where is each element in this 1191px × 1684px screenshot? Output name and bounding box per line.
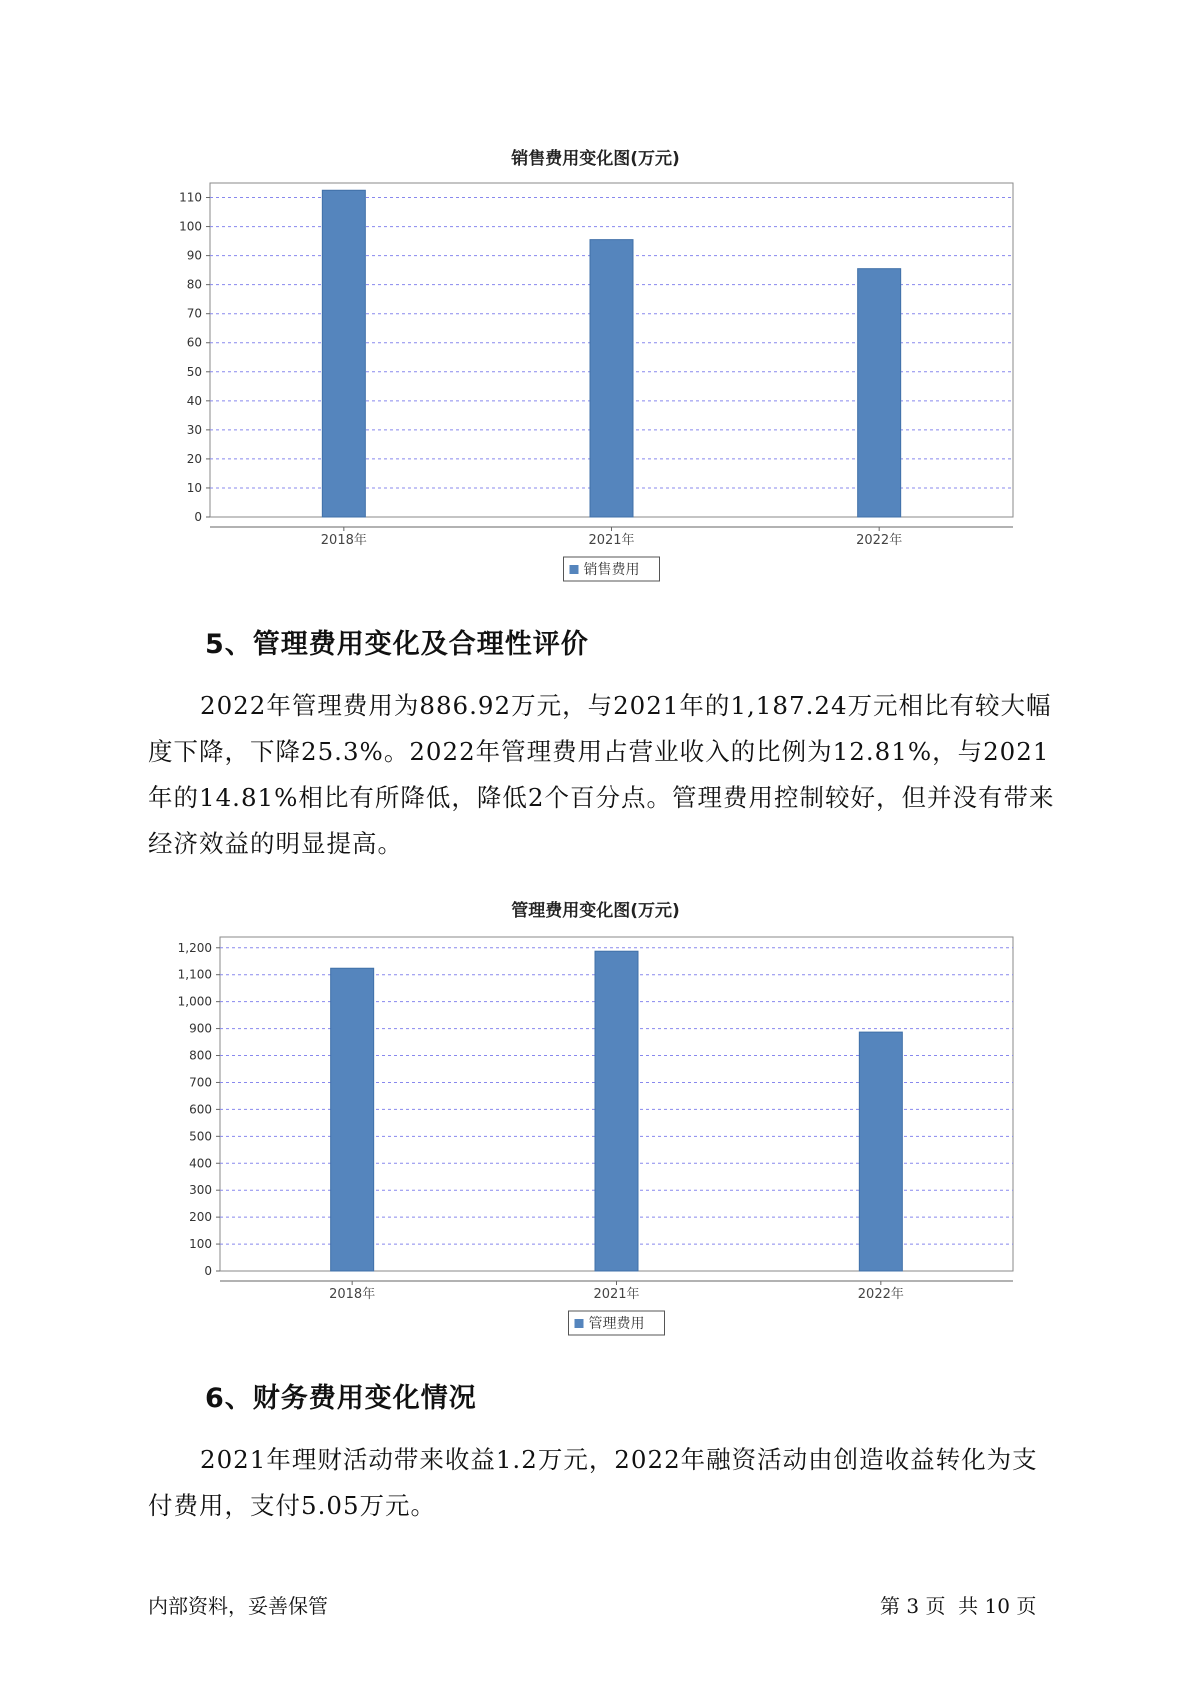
footer-page-number: 第 3 页 共 10 页 (880, 1594, 1037, 1618)
y-tick-label: 700 (189, 1075, 212, 1090)
sales-expense-chart (0, 170, 1191, 590)
x-tick-label: 2018年 (329, 1287, 376, 1302)
y-tick-label: 80 (186, 277, 202, 292)
y-tick-label: 900 (189, 1021, 212, 1036)
legend (569, 1311, 665, 1335)
legend-label: 管理费用 (588, 1316, 645, 1332)
y-tick-label: 500 (189, 1129, 212, 1144)
section5-heading: 5、管理费用变化及合理性评价 (205, 629, 589, 660)
y-tick-label: 800 (189, 1048, 212, 1063)
y-tick-label: 10 (186, 480, 202, 495)
y-tick-label: 50 (186, 364, 202, 379)
y-tick-label: 60 (186, 335, 202, 350)
y-tick-label: 1,200 (177, 940, 212, 955)
bar (590, 240, 633, 517)
y-tick-label: 20 (186, 451, 202, 466)
section6-heading: 6、财务费用变化情况 (205, 1383, 477, 1414)
section5-paragraph: 2022年管理费用为886.92万元，与2021年的1,187.24万元相比有较大幅度下降，下降25.3%。2022年管理费用占营业收入的比例为12.81%，与2021年的14.81%相比有所降低，降低2个百分点。管理费用控制较好，但并没有带来经济效益的明显提高。 (148, 691, 1055, 858)
x-tick-label: 2018年 (320, 533, 367, 548)
bar (858, 269, 901, 517)
y-tick-label: 1,100 (177, 967, 212, 982)
y-tick-label: 600 (189, 1102, 212, 1117)
admin-chart-title: 管理费用变化图(万元) (511, 901, 680, 921)
bar (859, 1032, 902, 1271)
x-tick-label: 2021年 (588, 533, 635, 548)
y-tick-label: 30 (186, 422, 202, 437)
x-tick-label: 2021年 (593, 1287, 640, 1302)
legend-label: 销售费用 (583, 562, 640, 578)
bar (595, 951, 638, 1271)
y-tick-label: 0 (204, 1264, 212, 1278)
legend-swatch (575, 1319, 584, 1328)
sales-chart-title: 销售费用变化图(万元) (511, 149, 680, 169)
y-tick-label: 0 (194, 510, 202, 524)
y-tick-label: 200 (189, 1210, 212, 1225)
y-tick-label: 100 (179, 219, 202, 234)
y-tick-label: 70 (186, 306, 202, 321)
y-tick-label: 110 (179, 190, 202, 205)
y-tick-label: 300 (189, 1183, 212, 1198)
y-tick-label: 90 (186, 248, 202, 263)
bar (322, 190, 365, 517)
y-tick-label: 100 (189, 1237, 212, 1252)
section6-paragraph: 2021年理财活动带来收益1.2万元，2022年融资活动由创造收益转化为支付费用，支付5.05万元。 (148, 1445, 1038, 1520)
legend-swatch (570, 565, 579, 574)
y-tick-label: 400 (189, 1156, 212, 1171)
legend (564, 557, 660, 581)
y-tick-label: 40 (186, 393, 202, 408)
x-tick-label: 2022年 (857, 1287, 904, 1302)
admin-expense-chart (0, 922, 1191, 1342)
y-tick-label: 1,000 (177, 994, 212, 1009)
footer-confidential: 内部资料，妥善保管 (148, 1594, 328, 1618)
bar (331, 968, 374, 1271)
x-tick-label: 2022年 (856, 533, 903, 548)
